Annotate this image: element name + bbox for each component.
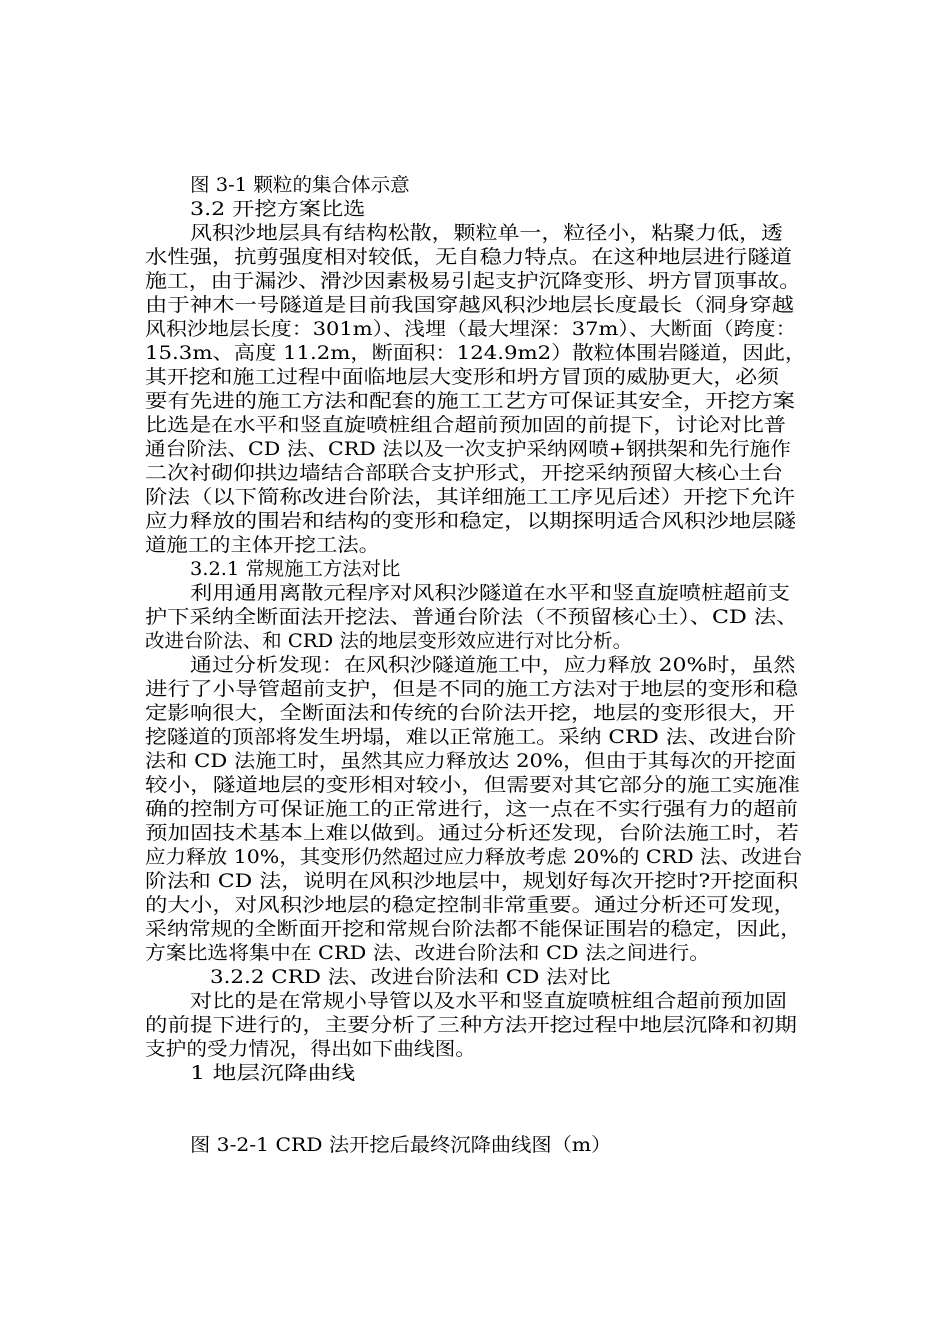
paragraph-line: 由于神木一号隧道是目前我国穿越风积沙地层长度最长（洞身穿越 bbox=[145, 294, 795, 316]
paragraph-line: 改进台阶法、和 CRD 法的地层变形效应进行对比分析。 bbox=[145, 630, 633, 652]
paragraph-line: 施工，由于漏沙、滑沙因素极易引起支护沉降变形、坍方冒顶事故。 bbox=[145, 270, 802, 292]
paragraph-line: 挖隧道的顶部将发生坍塌，难以正常施工。采纳 CRD 法、改进台阶 bbox=[145, 726, 797, 748]
paragraph-line: 要有先进的施工方法和配套的施工工艺方可保证其安全，开挖方案 bbox=[145, 390, 796, 412]
paragraph-line: 较小，隧道地层的变形相对较小，但需要对其它部分的施工实施准 bbox=[145, 774, 800, 796]
section-heading-3-2: 3.2 开挖方案比选 bbox=[190, 198, 366, 220]
section-heading-3-2-1: 3.2.1 常规施工方法对比 bbox=[190, 558, 401, 580]
paragraph-line: 比选是在水平和竖直旋喷桩组合超前预加固的前提下，讨论对比普 bbox=[145, 414, 786, 436]
paragraph-line: 风积沙地层长度：301m）、浅埋（最大埋深：37m）、大断面（跨度： bbox=[145, 318, 797, 340]
paragraph-line: 采纳常规的全断面开挖和常规台阶法都不能保证围岩的稳定，因此， bbox=[145, 918, 803, 940]
figure-caption-3-2-1: 图 3-2-1 CRD 法开挖后最终沉降曲线图（m） bbox=[190, 1134, 612, 1156]
paragraph-line: 确的控制方可保证施工的正常进行，这一点在不实行强有力的超前 bbox=[145, 798, 799, 820]
paragraph-line: 利用通用离散元程序对风积沙隧道在水平和竖直旋喷桩超前支 bbox=[190, 582, 791, 604]
paragraph-line: 水性强，抗剪强度相对较低，无自稳力特点。在这种地层进行隧道 bbox=[145, 246, 793, 268]
paragraph-line: 方案比选将集中在 CRD 法、改进台阶法和 CD 法之间进行。 bbox=[145, 942, 711, 964]
paragraph-line: 的前提下进行的，主要分析了三种方法开挖过程中地层沉降和初期 bbox=[145, 1014, 798, 1036]
paragraph-line: 预加固技术基本上难以做到。通过分析还发现，台阶法施工时，若 bbox=[145, 822, 800, 844]
subsection-heading: 1 地层沉降曲线 bbox=[190, 1062, 356, 1084]
paragraph-line: 定影响很大，全断面法和传统的台阶法开挖，地层的变形很大，开 bbox=[145, 702, 796, 724]
paragraph-line: 阶法（以下简称改进台阶法，其详细施工工序见后述）开挖下允许 bbox=[145, 486, 796, 508]
section-heading-3-2-2: 3.2.2 CRD 法、改进台阶法和 CD 法对比 bbox=[210, 966, 611, 988]
paragraph-line: 的大小，对风积沙地层的稳定控制非常重要。通过分析还可发现， bbox=[145, 894, 797, 916]
paragraph-line: 风积沙地层具有结构松散，颗粒单一，粒径小，粘聚力低，透 bbox=[190, 222, 783, 244]
paragraph-line: 其开挖和施工过程中面临地层大变形和坍方冒顶的威胁更大，必须 bbox=[145, 366, 779, 388]
paragraph-line: 进行了小导管超前支护，但是不同的施工方法对于地层的变形和稳 bbox=[145, 678, 799, 700]
paragraph-line: 法和 CD 法施工时，虽然其应力释放达 20%，但由于其每次的开挖面 bbox=[145, 750, 797, 772]
paragraph-line: 二次衬砌仰拱边墙结合部联合支护形式，开挖采纳预留大核心土台 bbox=[145, 462, 784, 484]
paragraph-line: 阶法和 CD 法，说明在风积沙地层中，规划好每次开挖时?开挖面积 bbox=[145, 870, 799, 892]
paragraph-line: 通过分析发现：在风积沙隧道施工中，应力释放 20%时，虽然 bbox=[190, 654, 796, 676]
paragraph-line: 通台阶法、CD 法、CRD 法以及一次支护采纳网喷+钢拱架和先行施作 bbox=[145, 438, 791, 460]
paragraph-line: 15.3m、高度 11.2m，断面积：124.9m2）散粒体围岩隧道，因此， bbox=[145, 342, 807, 364]
paragraph-line: 对比的是在常规小导管以及水平和竖直旋喷桩组合超前预加固 bbox=[190, 990, 787, 1012]
paragraph-line: 护下采纳全断面法开挖法、普通台阶法（不预留核心土）、CD 法、 bbox=[145, 606, 799, 628]
figure-caption-3-1: 图 3-1 颗粒的集合体示意 bbox=[190, 174, 410, 196]
paragraph-line: 道施工的主体开挖工法。 bbox=[145, 534, 381, 556]
paragraph-line: 应力释放 10%，其变形仍然超过应力释放考虑 20%的 CRD 法、改进台 bbox=[145, 846, 803, 868]
paragraph-line: 应力释放的围岩和结构的变形和稳定，以期探明适合风积沙地层隧 bbox=[145, 510, 797, 532]
paragraph-line: 支护的受力情况，得出如下曲线图。 bbox=[145, 1038, 477, 1060]
